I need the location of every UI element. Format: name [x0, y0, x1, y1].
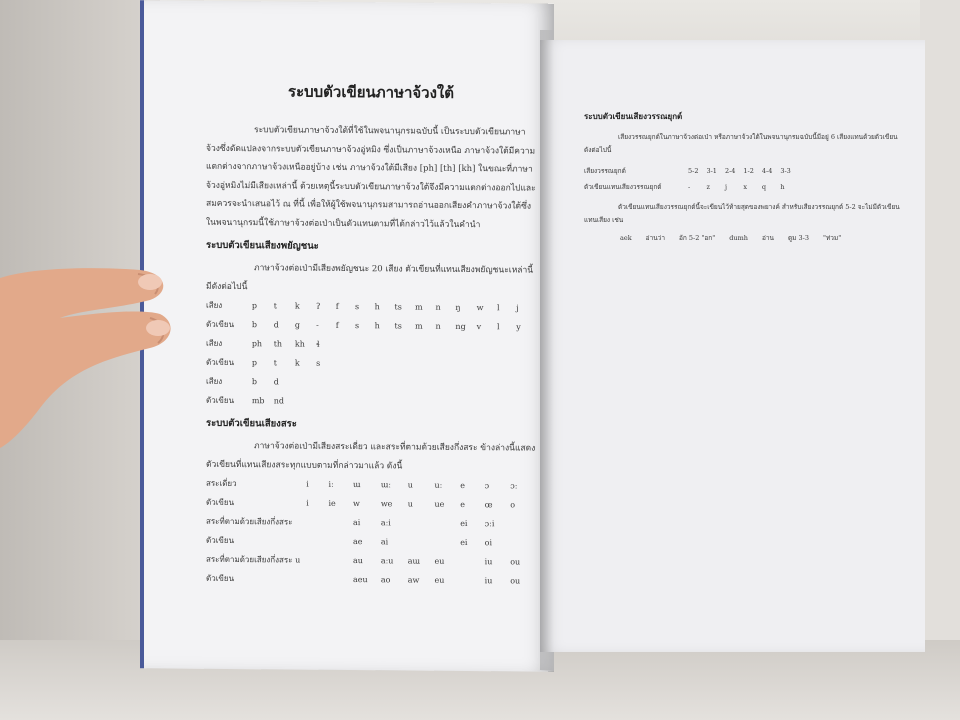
- row-label: สระเดี่ยว: [206, 478, 237, 489]
- table-cell: ie: [328, 498, 336, 508]
- tone-intro: เสียงวรรณยุกต์ในภาษาจ้วงต่อเป่า หรือภาษาจ้วงใต้ในพจนานุกรมฉบับนี้มีอยู่ 6 เสียงแทนด้วยตัวเขียนดังต่อไปนี้: [584, 133, 898, 154]
- example-word: aek: [620, 234, 632, 242]
- table-cell: i: [306, 498, 309, 508]
- table-cell: i: [306, 479, 309, 489]
- table-cell: f: [335, 301, 339, 311]
- table-cell: aw: [407, 575, 420, 585]
- table-cell: ts: [394, 321, 402, 331]
- table-cell: aɯ: [407, 556, 421, 566]
- table-cell: [408, 533, 435, 552]
- table-cell: b: [251, 377, 257, 387]
- consonant-table: [206, 296, 536, 413]
- table-cell: eu: [434, 556, 445, 566]
- row-label: ตัวเขียน: [206, 535, 235, 546]
- row-label: เสียง: [206, 376, 223, 386]
- example-word: "ท่วม": [822, 234, 842, 242]
- vowel-row: [206, 569, 536, 591]
- table-cell: d: [273, 320, 279, 330]
- table-cell: s: [316, 358, 321, 368]
- table-cell: mb: [251, 396, 265, 406]
- table-cell: ɔ: [484, 481, 490, 491]
- table-cell: y: [516, 322, 521, 332]
- example-word: ดูม 3-3: [787, 234, 809, 242]
- example-word: อ่านว่า: [645, 234, 665, 242]
- table-cell: [306, 551, 328, 570]
- table-cell: ou: [510, 576, 521, 586]
- table-cell: m: [415, 302, 423, 312]
- table-cell: 1-2: [743, 167, 754, 175]
- row-label: ตัวเขียน: [206, 357, 235, 368]
- table-cell: [329, 551, 353, 570]
- table-cell: ɬ: [316, 339, 320, 349]
- table-cell: ɔːi: [484, 519, 495, 529]
- table-cell: l: [496, 303, 500, 313]
- table-cell: j: [724, 183, 727, 191]
- table-cell: m: [415, 321, 423, 331]
- right-page: [540, 40, 925, 652]
- table-cell: ɔː: [510, 481, 518, 491]
- vowel-intro: ภาษาจ้วงต่อเป่ามีเสียงสระเดี่ยว และสระที่ตามด้วยเสียงกึ่งสระ ข้างล่างนี้แสดงตัวเขียนที่แทนเสียงสระทุกแบบตามที่กล่าวมาแล้ว ดังนี้: [206, 441, 536, 471]
- table-cell: t: [273, 301, 277, 311]
- table-cell: ae: [352, 537, 363, 547]
- book-spine-shadow: [540, 30, 554, 670]
- example-word: อัก 5-2 "อก": [678, 234, 716, 242]
- row-label: ตัวเขียนแทนเสียงวรรณยุกต์: [584, 183, 662, 191]
- table-cell: aːu: [380, 556, 394, 566]
- table-cell: au: [352, 556, 363, 566]
- table-cell: iu: [484, 576, 493, 586]
- table-cell: h: [780, 183, 785, 191]
- table-cell: [460, 571, 484, 590]
- table-cell: -: [316, 320, 319, 330]
- table-cell: [329, 513, 353, 532]
- background-right: [920, 0, 960, 720]
- table-cell: ŋ: [455, 302, 461, 312]
- table-cell: [435, 514, 461, 533]
- table-cell: th: [273, 339, 283, 349]
- example-word: อ่าน: [761, 234, 774, 242]
- table-cell: ue: [434, 499, 445, 509]
- table-cell: [329, 570, 353, 589]
- table-cell: s: [355, 321, 360, 331]
- table-cell: [408, 514, 435, 533]
- row-label: สระที่ตามด้วยเสียงกึ่งสระ u: [206, 554, 301, 565]
- table-cell: ai: [380, 537, 389, 547]
- table-cell: [306, 513, 328, 532]
- table-cell: h: [374, 302, 380, 312]
- table-cell: [460, 552, 484, 571]
- row-label: เสียง: [206, 338, 223, 348]
- vowel-heading: ระบบตัวเขียนเสียงสระ: [206, 417, 297, 430]
- table-cell: t: [273, 358, 277, 368]
- table-cell: nd: [273, 396, 284, 406]
- left-page-content: [206, 79, 536, 591]
- table-cell: ei: [460, 537, 468, 548]
- table-cell: f: [335, 320, 339, 330]
- table-cell: iu: [484, 557, 493, 567]
- table-cell: k: [294, 358, 300, 368]
- table-cell: e: [460, 499, 465, 510]
- table-cell: iː: [328, 479, 334, 489]
- hand-holding-page: [0, 248, 175, 448]
- row-label: ตัวเขียน: [206, 319, 235, 330]
- table-cell: aːi: [380, 518, 391, 528]
- table-cell: œ: [484, 500, 493, 510]
- table-cell: 3-3: [780, 167, 791, 175]
- table-cell: p: [251, 301, 257, 311]
- vowel-table: [206, 474, 536, 591]
- table-cell: 5-2: [688, 167, 699, 175]
- table-cell: ai: [352, 518, 361, 528]
- table-cell: we: [380, 499, 393, 509]
- table-cell: kh: [294, 339, 305, 349]
- table-cell: ao: [380, 575, 391, 585]
- left-page: [140, 0, 554, 672]
- row-label: ตัวเขียน: [206, 395, 235, 406]
- table-cell: ei: [460, 518, 468, 529]
- table-cell: ʔ: [316, 301, 321, 311]
- row-label: เสียงวรรณยุกต์: [584, 167, 626, 175]
- table-cell: ɯ: [352, 480, 361, 490]
- table-cell: [510, 514, 536, 533]
- table-cell: l: [496, 322, 500, 332]
- table-cell: j: [516, 303, 519, 313]
- table-cell: 4-4: [761, 167, 773, 175]
- tone-row: [584, 163, 799, 179]
- table-cell: ng: [455, 321, 466, 332]
- table-cell: o: [510, 500, 516, 510]
- consonant-intro: ภาษาจ้วงต่อเป่ามีเสียงพยัญชนะ 20 เสียง ตัวเขียนที่แทนเสียงพยัญชนะเหล่านี้มีดังต่อไปนี้: [206, 263, 534, 292]
- consonant-heading: ระบบตัวเขียนเสียงพยัญชนะ: [206, 239, 319, 252]
- table-cell: aeu: [352, 575, 368, 585]
- table-cell: w: [352, 499, 360, 509]
- table-cell: v: [476, 322, 482, 332]
- table-cell: eu: [434, 575, 445, 585]
- row-label: เสียง: [206, 300, 223, 310]
- table-cell: 2-4: [724, 167, 736, 175]
- table-cell: d: [273, 377, 279, 387]
- table-cell: ou: [510, 557, 521, 567]
- table-cell: ts: [394, 302, 402, 312]
- table-cell: u: [407, 499, 413, 509]
- table-cell: q: [761, 183, 767, 191]
- table-cell: x: [743, 183, 748, 191]
- table-cell: [306, 570, 328, 589]
- table-cell: n: [435, 302, 441, 312]
- table-cell: k: [294, 301, 300, 311]
- table-cell: [510, 533, 536, 552]
- consonant-row: [206, 391, 536, 413]
- tone-table: [584, 163, 799, 195]
- intro-paragraph: ระบบตัวเขียนภาษาจ้วงใต้ที่ใช้ในพจนานุกรมฉบับนี้ เป็นระบบตัวเขียนภาษาจ้วงซึ่งดัดแปลงจากระบบตัวเขียนภาษาจ้วงอู่หมิง ซึ่งเป็นภาษาจ้วงเหนือ ภาษาจ้วงใต้มีความแตกต่างจากภาษาจ้วงเหนืออยู่บ้าง เช่น ภาษาจ้วงใต้มีเสียง [ph] [th] [kh] ในขณะที่ภาษาจ้วงอู่หมิงไม่มีเสียงเหล่านี้ ด้วยเหตุนี้ระบบตัวเขียนภาษาจ้วงใต้จึงมีความแตกต่างออกไปและสมควรจะนำเสนอไว้ ณ ที่นี้ เพื่อให้ผู้ใช้พจนานุกรมสามารถอ่านออกเสียงคำภาษาจ้วงใต้ซึ่งในพจนานุกรมนี้ใช้ภาษาจ้วงต่อเป่าเป็นตัวแทนตามที่ได้กล่าวไว้แล้วในคำนำ: [206, 125, 536, 230]
- table-cell: p: [251, 358, 257, 368]
- table-cell: h: [374, 321, 380, 331]
- table-cell: n: [435, 321, 441, 331]
- tone-heading: ระบบตัวเขียนเสียงวรรณยุกต์: [584, 111, 683, 121]
- right-page-content: [584, 110, 904, 243]
- row-label: ตัวเขียน: [206, 573, 235, 584]
- table-cell: g: [294, 320, 301, 330]
- table-cell: b: [251, 320, 257, 330]
- row-label: สระที่ตามด้วยเสียงกึ่งสระ: [206, 516, 293, 527]
- table-cell: e: [460, 480, 465, 491]
- table-cell: uː: [434, 480, 443, 490]
- table-cell: u: [407, 480, 413, 490]
- table-cell: -: [688, 183, 691, 191]
- table-cell: 3-1: [706, 167, 717, 175]
- table-cell: w: [476, 303, 484, 313]
- table-cell: ɯː: [380, 480, 392, 490]
- tone-example: [620, 233, 904, 243]
- table-cell: z: [706, 183, 710, 191]
- table-cell: [306, 532, 328, 551]
- table-cell: ph: [251, 339, 263, 349]
- table-cell: [435, 533, 461, 552]
- table-cell: s: [355, 302, 360, 312]
- row-label: ตัวเขียน: [206, 497, 235, 508]
- page-title: ระบบตัวเขียนภาษาจ้วงใต้: [288, 82, 454, 102]
- tone-row: [584, 179, 799, 195]
- table-cell: oi: [484, 538, 493, 548]
- example-word: dumh: [729, 234, 748, 242]
- table-cell: [329, 532, 353, 551]
- tone-note: ตัวเขียนแทนเสียงวรรณยุกต์นี้จะเขียนไว้ท้ายสุดของพยางค์ สำหรับเสียงวรรณยุกต์ 5-2 จะไม่มีตัวเขียนแทนเสียง เช่น: [584, 203, 900, 224]
